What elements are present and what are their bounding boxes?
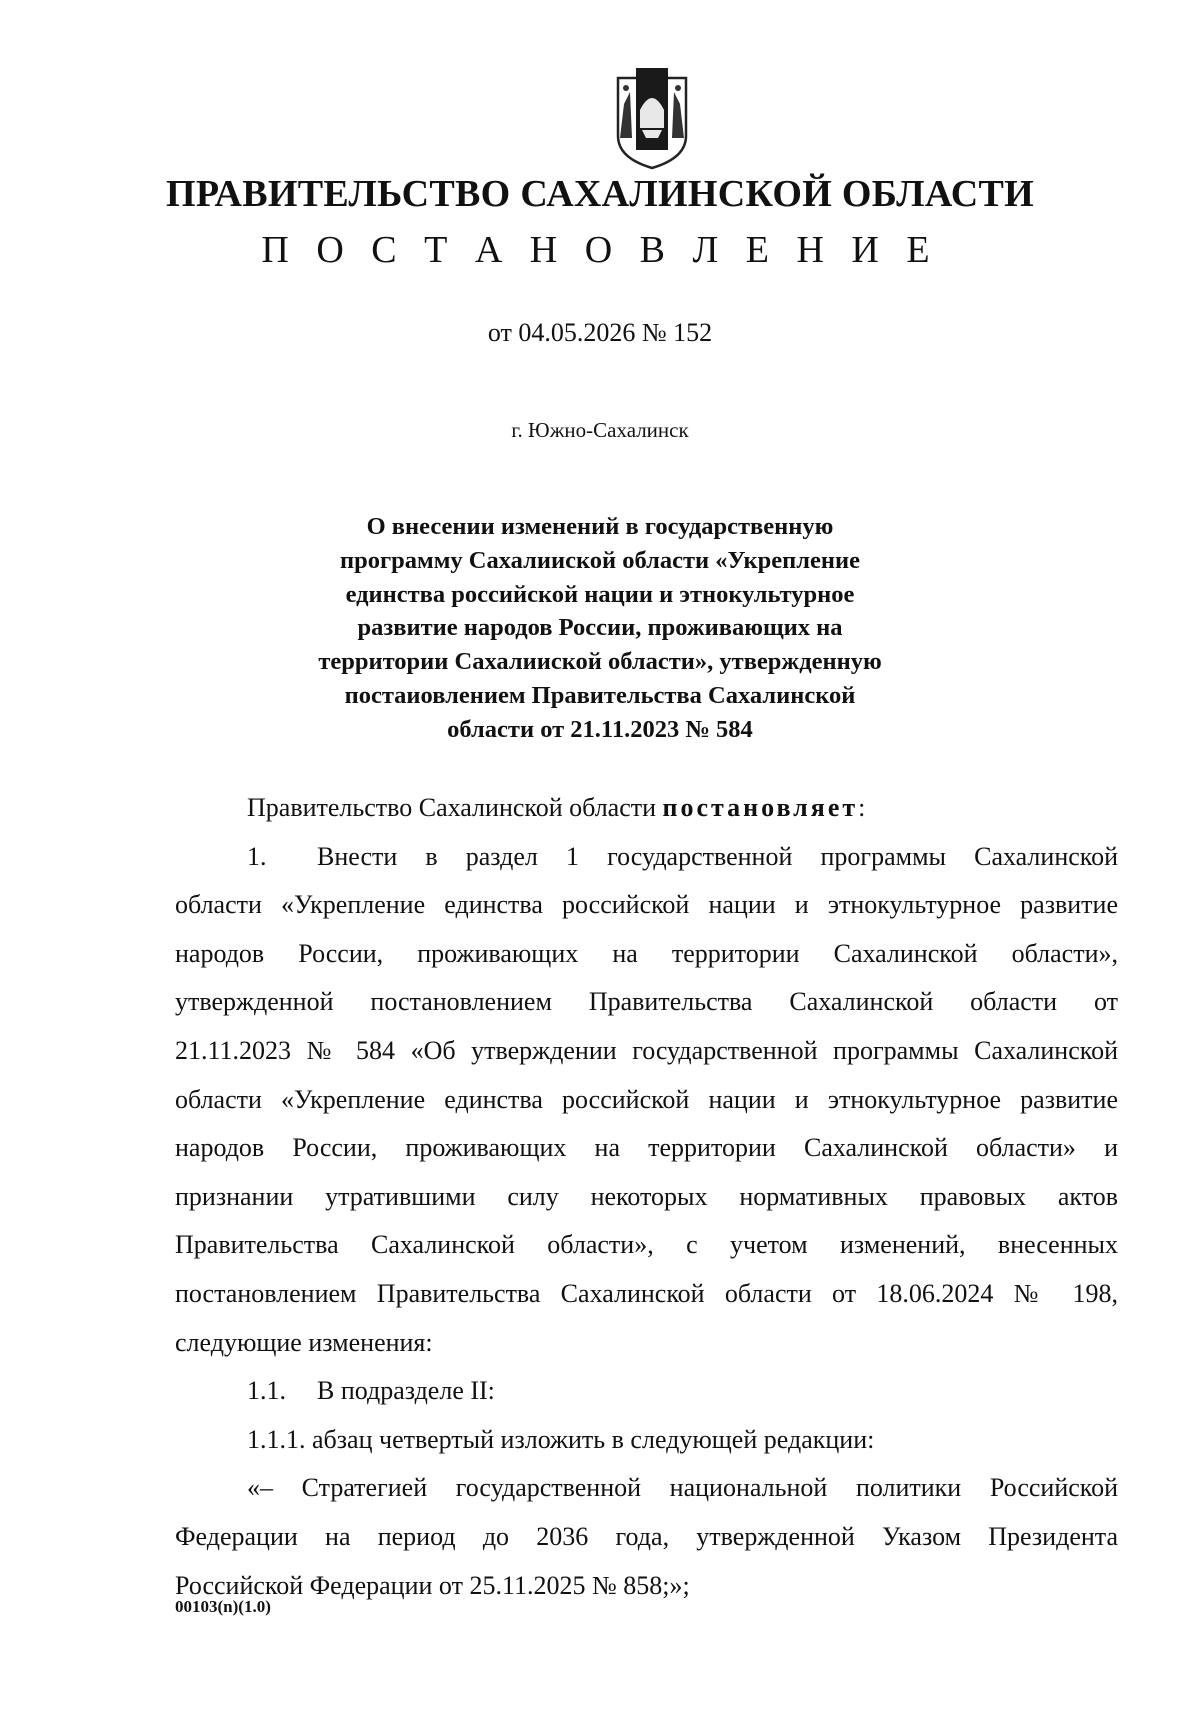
quote-line: Российской Федерации от 25.11.2025 № 858;»; [175,1570,690,1600]
item-1-number: 1. [247,841,267,871]
item-1-line: области «Укрепление единства российской нации и этнокультурное развитие [175,890,1118,920]
item-1-line: постановлением Правительства Сахалинской области от 18.06.2024 № 198, [175,1278,1118,1308]
item-1-line: Правительства Сахалинской области», с учетом изменений, внесенных [175,1230,1118,1260]
document-type: П О С Т А Н О В Л Е Н И Е [261,229,939,271]
subject-line: территории Сахалииской области», утвержденную [318,648,882,676]
item-1-1-1-line: 1.1.1. абзац четвертый изложить в следующей редакции: [247,1424,875,1454]
subject-line: развитие народов России, проживающих на [357,614,843,642]
intro-text: Правительство Сахалинской области [247,793,663,822]
document-subject [300,510,900,747]
item-1-1-text: В подразделе II: [317,1376,495,1406]
item-1-line: следующие изменения: [175,1327,433,1357]
subject-line: области от 21.11.2023 № 584 [447,715,753,743]
item-1-line: утвержденной постановлением Правительства Сахалинской области от [175,987,1118,1017]
item-1-line: народов России, проживающих на территории Сахалинской области» и [175,1133,1118,1163]
organization-title: ПРАВИТЕЛЬСТВО САХАЛИНСКОЙ ОБЛАСТИ [166,173,1034,215]
item-1-line: 21.11.2023 № 584 «Об утверждении государственной программы Сахалинской [175,1035,1118,1065]
document-body [175,784,1118,1610]
form-code: 00103(n)(1.0) [175,1597,271,1616]
intro-colon: : [858,793,866,822]
document-date-number: от 04.05.2026 № 152 [487,318,713,347]
subject-line: О внесении изменений в государственную [366,513,834,540]
resolution-intro [175,784,1118,833]
quote-line: «– Стратегией государственной национальной политики Российской [247,1473,1118,1503]
document-city: г. Южно-Сахалинск [511,418,689,442]
item-1-text: Внести в раздел 1 государственной программы Сахалинской [317,841,1118,871]
coat-of-arms-emblem [606,64,698,174]
item-1-1-number: 1.1. [247,1376,286,1406]
subject-line: программу Сахалииской области «Укрепление [340,546,860,574]
subject-line: постаиовлением Правительства Сахалинской [344,681,856,709]
item-1-line: народов России, проживающих на территории Сахалинской области», [175,938,1118,968]
intro-verb: постановляет [662,793,859,822]
item-1-1-line [175,1367,1118,1416]
item-1-line [175,833,1118,882]
subject-line: единства российской нации и этнокультурное [345,580,855,608]
quote-line: Федерации на период до 2036 года, утвержденной Указом Президента [175,1521,1118,1551]
item-1-line: признании утратившими силу некоторых нормативных правовых актов [175,1181,1118,1211]
item-1-line: области «Укрепление единства российской нации и этнокультурное развитие [175,1084,1118,1114]
